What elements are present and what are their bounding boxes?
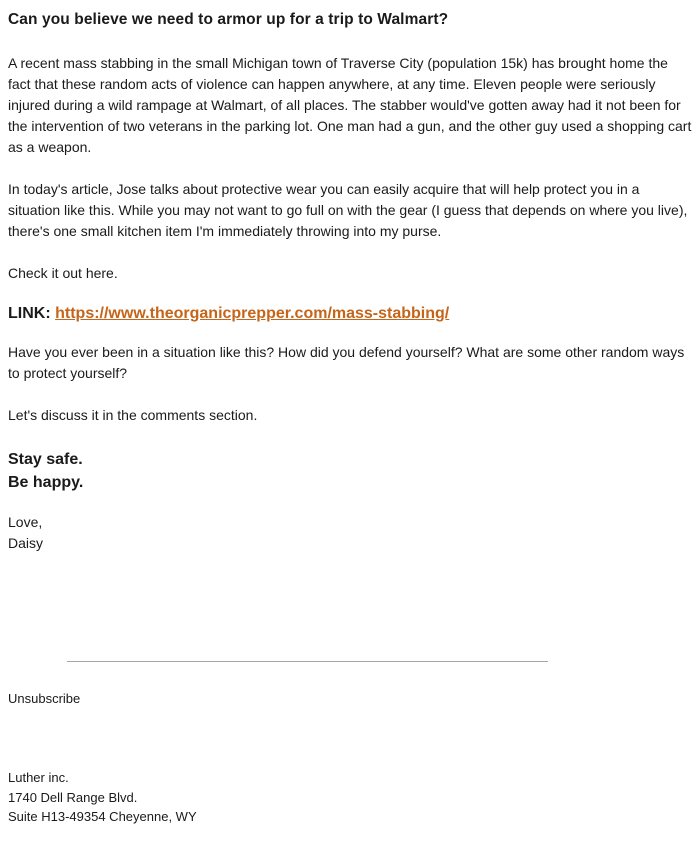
paragraph-check-it-out: Check it out here. [8,265,118,281]
email-headline: Can you believe we need to armor up for a trip to Walmart? [8,11,449,28]
paragraph-question: Have you ever been in a situation like this? How did you defend yourself? What are some other random ways to protect yourself? [8,344,685,381]
signoff [8,448,694,494]
address-company: Luther inc. [8,770,69,785]
paragraph-intro: A recent mass stabbing in the small Michigan town of Traverse City (population 15k) has brought home the fact that these random acts of violence can happen anywhere, at any time. Eleven people were seriously injured during a wild rampage at Walmart, of all places. The stabber would've gotten away had it not been for the intervention of two veterans in the parking lot. One man had a gun, and the other guy used a shopping cart as a weapon. [8,55,692,155]
footer-address [8,768,197,827]
address-suite-city: Suite H13-49354 Cheyenne, WY [8,809,197,824]
paragraph-discuss: Let's discuss it in the comments section. [8,407,258,423]
paragraph-article: In today's article, Jose talks about protective wear you can easily acquire that will help protect you in a situation like this. While you may not want to go full on with the gear (I guess that depends on where you live), there's one small kitchen item I'm immediately throwing into my purse. [8,181,688,239]
unsubscribe-link[interactable]: Unsubscribe [8,691,81,706]
link-prefix: LINK: [8,305,56,322]
address-street: 1740 Dell Range Blvd. [8,789,138,805]
article-link[interactable]: https://www.theorganicprepper.com/mass-stabbing/ [55,305,450,322]
signature [8,512,694,554]
email-body [8,8,694,554]
article-link-line [8,303,694,325]
signoff-line-stay-safe: Stay safe. [8,451,83,468]
footer-divider [67,661,548,662]
signoff-line-be-happy: Be happy. [8,474,84,491]
signature-love: Love, [8,514,43,530]
signature-name: Daisy [8,535,44,551]
